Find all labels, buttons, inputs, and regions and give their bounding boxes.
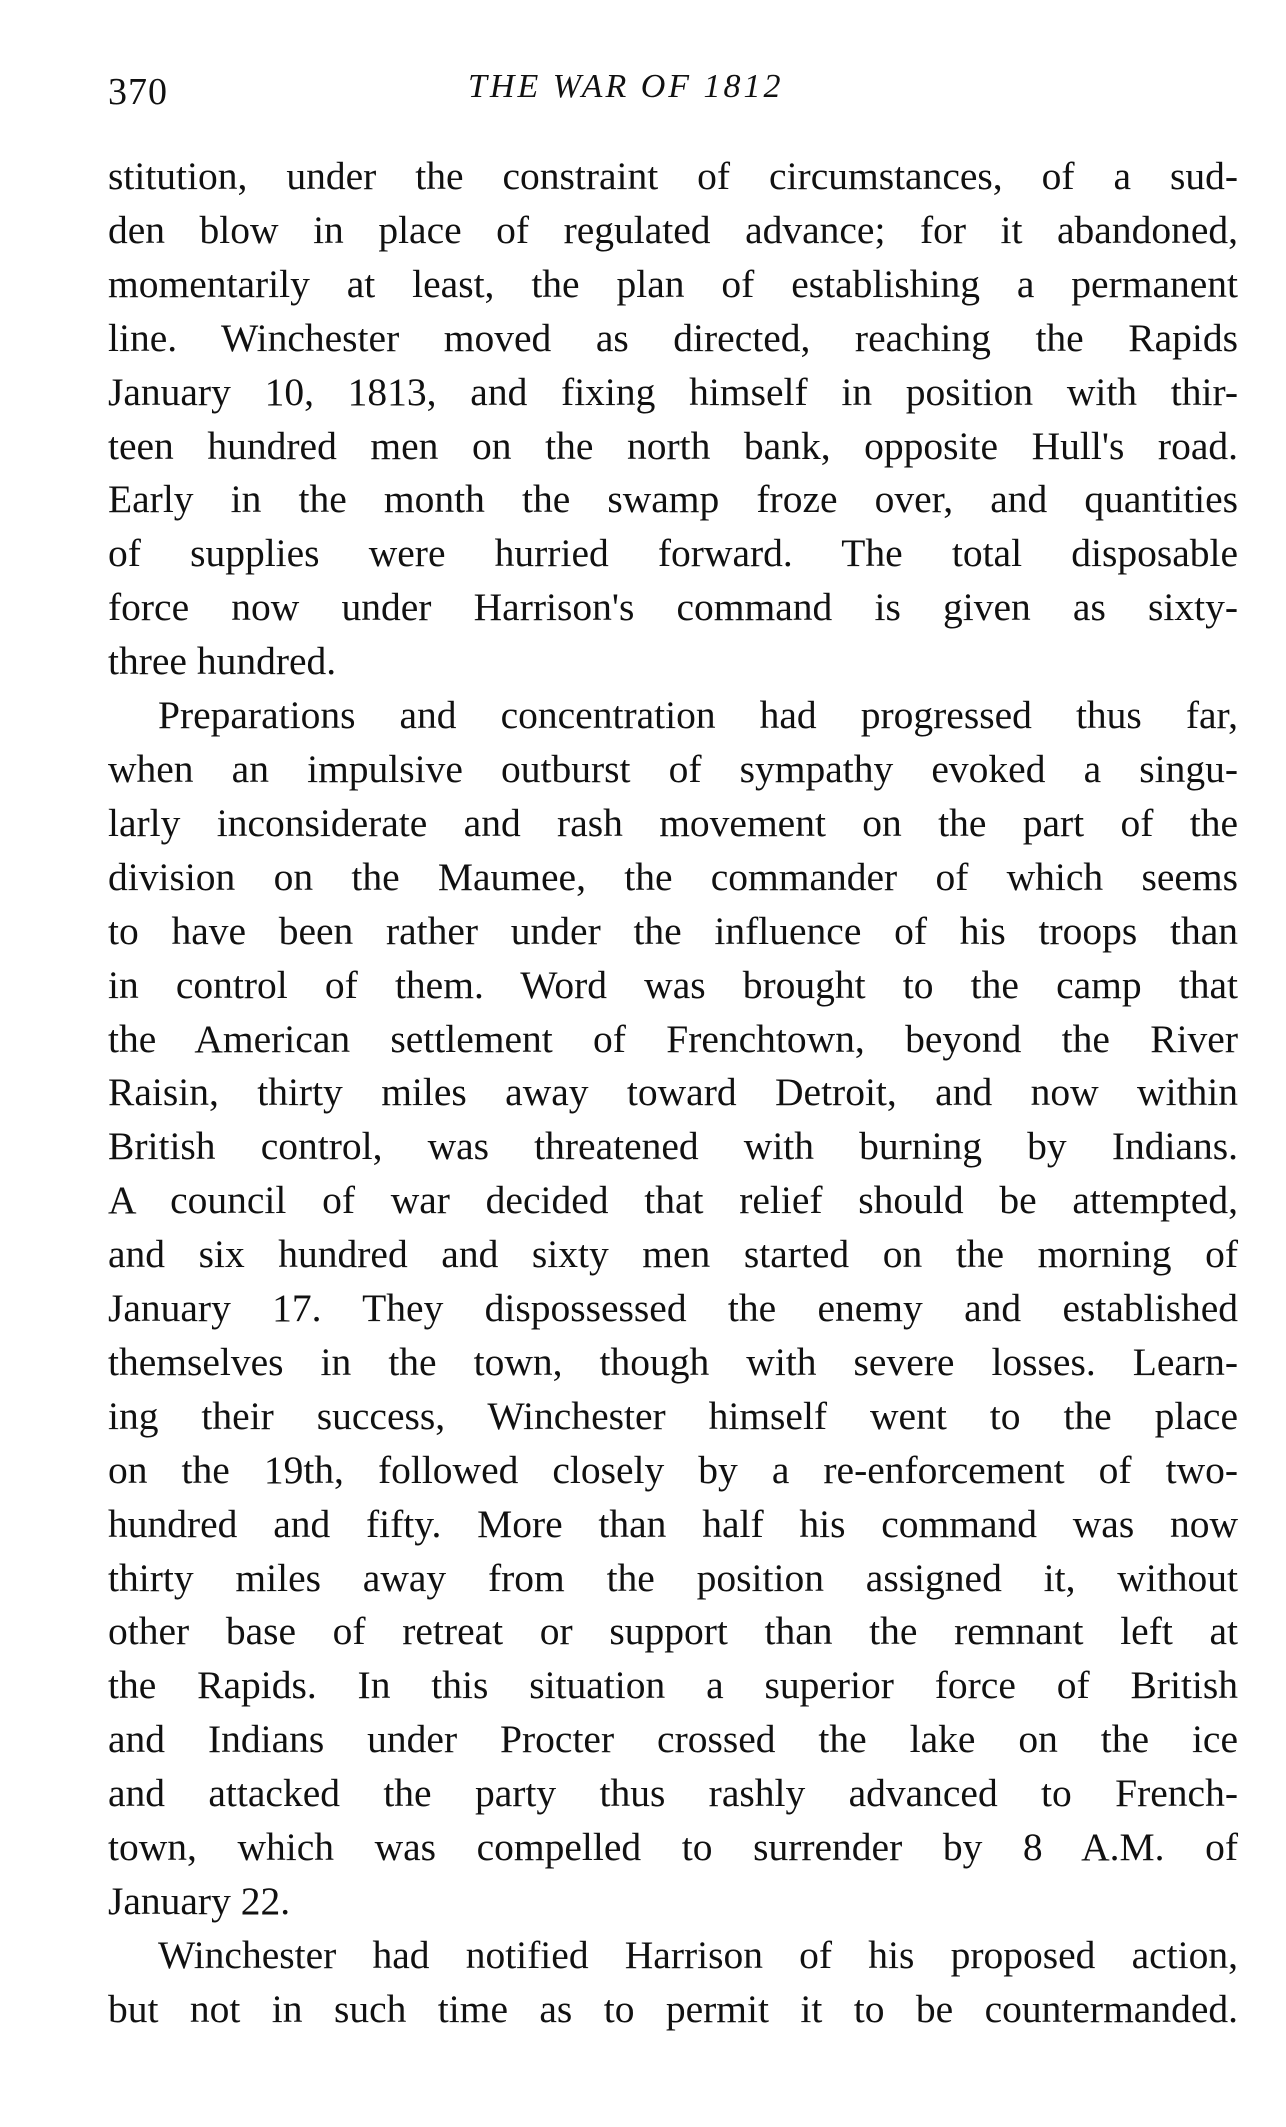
text-line: the Rapids. In this situation a superior force of British (108, 1663, 1238, 1708)
text-line: A council of war decided that relief should be attempted, (108, 1178, 1238, 1223)
text-line: three hundred. (108, 639, 337, 684)
paragraph-2 (108, 689, 1238, 1929)
text-line: ing their success, Winchester himself went to the place (108, 1393, 1238, 1438)
text-line: to have been rather under the influence of his troops than (108, 908, 1238, 953)
text-line: Raisin, thirty miles away toward Detroit, and now within (108, 1070, 1238, 1115)
text-line: line. Winchester moved as directed, reaching the Rapids (108, 315, 1238, 360)
text-line: Winchester had notified Harrison of his proposed action, (158, 1932, 1238, 1977)
text-line: January 10, 1813, and fixing himself in position with thir- (108, 369, 1238, 414)
text-line: teen hundred men on the north bank, opposite Hull's road. (108, 423, 1238, 468)
text-line: January 17. They dispossessed the enemy and established (108, 1286, 1238, 1331)
text-line: town, which was compelled to surrender by 8 A.M. of (108, 1825, 1238, 1870)
text-line: British control, was threatened with burning by Indians. (108, 1124, 1238, 1169)
text-line: Preparations and concentration had progressed thus far, (158, 693, 1238, 738)
text-line: momentarily at least, the plan of establishing a permanent (108, 261, 1238, 306)
text-line: force now under Harrison's command is given as sixty- (108, 585, 1238, 630)
text-line: and Indians under Procter crossed the lake on the ice (108, 1717, 1238, 1762)
text-line: and attacked the party thus rashly advanced to French- (108, 1771, 1238, 1816)
text-line: of supplies were hurried forward. The total disposable (108, 531, 1238, 576)
text-line: January 22. (108, 1879, 291, 1923)
text-line: in control of them. Word was brought to the camp that (108, 962, 1238, 1007)
text-line: on the 19th, followed closely by a re-enforcement of two- (108, 1447, 1238, 1492)
page-number: 370 (108, 71, 168, 113)
page-header (108, 62, 1238, 122)
paragraph-1 (108, 150, 1238, 689)
text-line: other base of retreat or support than the remnant left at (108, 1609, 1238, 1654)
running-head: THE WAR OF 1812 (468, 68, 784, 105)
paragraph-3 (108, 1929, 1238, 2037)
text-line: and six hundred and sixty men started on the morning of (108, 1232, 1238, 1277)
text-line: but not in such time as to permit it to be countermanded. (108, 1986, 1238, 2031)
page-body (108, 150, 1238, 2037)
text-line: Early in the month the swamp froze over, and quantities (108, 477, 1238, 522)
text-line: thirty miles away from the position assigned it, without (108, 1555, 1238, 1600)
text-line: hundred and fifty. More than half his command was now (108, 1501, 1238, 1546)
text-line: themselves in the town, though with severe losses. Learn- (108, 1339, 1238, 1384)
text-line: the American settlement of Frenchtown, beyond the River (108, 1016, 1238, 1061)
text-line: larly inconsiderate and rash movement on the part of the (108, 800, 1238, 845)
text-line: den blow in place of regulated advance; for it abandoned, (108, 207, 1238, 252)
text-line: division on the Maumee, the commander of which seems (108, 854, 1238, 899)
text-line: stitution, under the constraint of circumstances, of a sud- (108, 154, 1238, 198)
text-line: when an impulsive outburst of sympathy evoked a singu- (108, 746, 1238, 791)
